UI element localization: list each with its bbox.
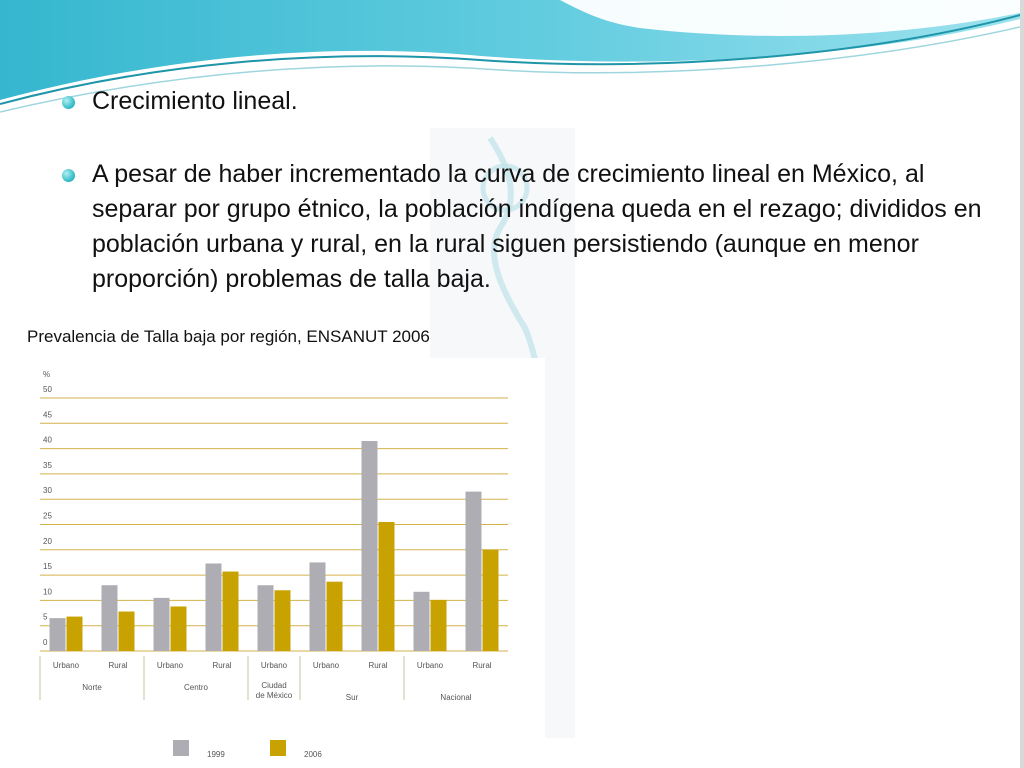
bar-2006 [379, 522, 395, 651]
y-tick-label: 40 [43, 435, 52, 445]
y-tick-label: 25 [43, 511, 52, 521]
x-tick-label: Urbano [260, 661, 288, 670]
y-tick-label: 35 [43, 460, 52, 470]
bar-2006 [483, 550, 499, 651]
bar-1999 [206, 563, 222, 651]
bar-1999 [310, 562, 326, 651]
bullet-dot-icon [62, 169, 75, 182]
x-tick-label: Rural [108, 661, 128, 670]
bullet-dot-icon [62, 96, 75, 109]
bar-1999 [466, 492, 482, 651]
legend-swatch-2006 [270, 740, 286, 756]
y-tick-label: 0 [43, 638, 48, 647]
right-edge-border [1020, 0, 1024, 768]
y-tick-label: 5 [43, 612, 48, 622]
group-label: Centro [183, 683, 209, 692]
bar-1999 [258, 585, 274, 651]
y-axis-label: % [43, 370, 51, 379]
y-tick-label: 20 [43, 536, 52, 546]
x-tick-label: Urbano [312, 661, 340, 670]
bullet-text: Crecimiento lineal. [92, 87, 298, 115]
bar-1999 [362, 441, 378, 651]
bar-2006 [327, 582, 343, 651]
x-tick-label: Urbano [156, 661, 184, 670]
y-tick-label: 50 [43, 385, 52, 394]
bullet-item [62, 157, 992, 297]
legend-swatch-1999 [173, 740, 189, 756]
y-tick-label: 45 [43, 410, 52, 420]
group-label: Nacional [440, 693, 472, 702]
bar-2006 [67, 617, 83, 651]
bullet-text: A pesar de haber incrementado la curva de crecimiento lineal en México, al separar por grupo étnico, la población indígena queda en el rezago; divididos en población urbana y rural, en la rural siguen persistiendo (aunque en menor proporción) problemas de talla baja. [92, 160, 982, 293]
bar-1999 [102, 585, 118, 651]
legend-label: 1999 [207, 750, 225, 759]
bullet-item [62, 84, 992, 119]
bullet-list [62, 84, 992, 297]
bar-2006 [223, 572, 239, 651]
x-tick-label: Urbano [416, 661, 444, 670]
x-tick-label: Rural [368, 661, 388, 670]
bar-2006 [275, 590, 291, 651]
bar-2006 [119, 612, 135, 651]
group-label: Sur [345, 693, 359, 702]
x-tick-label: Rural [212, 661, 232, 670]
legend-label: 2006 [304, 750, 322, 759]
chart-caption: Prevalencia de Talla baja por región, ENSANUT 2006 [27, 327, 430, 346]
bar-1999 [154, 598, 170, 651]
group-label: Ciudad [261, 681, 287, 690]
x-tick-label: Urbano [52, 661, 80, 670]
bar-chart [0, 358, 545, 768]
bar-1999 [414, 592, 430, 651]
y-tick-label: 15 [43, 562, 52, 572]
x-tick-label: Rural [472, 661, 492, 670]
group-label: Norte [82, 683, 102, 692]
group-label: de México [255, 691, 293, 700]
bar-2006 [171, 606, 187, 651]
bar-1999 [50, 618, 66, 651]
bar-2006 [431, 600, 447, 651]
y-tick-label: 30 [43, 486, 52, 496]
y-tick-label: 10 [43, 587, 52, 597]
